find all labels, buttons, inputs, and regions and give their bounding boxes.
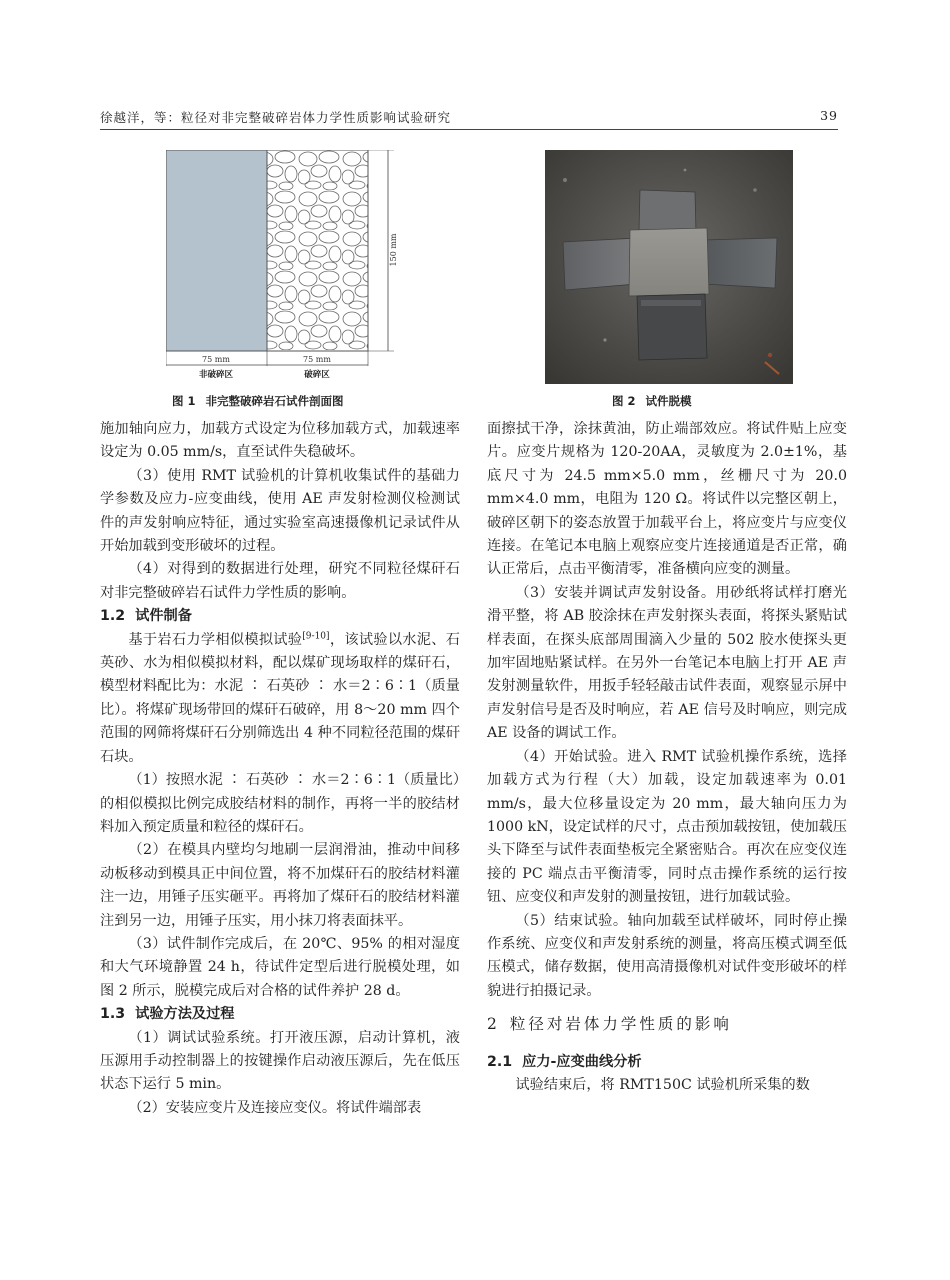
citation: [9-10] — [302, 630, 330, 641]
paragraph: （2）安装应变片及连接应变仪。将试件端部表 — [128, 1099, 422, 1116]
paragraph: 面擦拭干净，涂抹黄油，防止端部效应。将试件贴上应变片。应变片规格为 120-20AA，灵敏度为 2.0±1%，基底尺寸为 24.5 mm×5.0 mm，丝栅尺寸为 20.0 mm×4.0 mm，电阻为 120 Ω。将试件以完整区朝上，破碎区朝下的姿态放置于加载平台上，将应变片与应变仪连接。在笔记本电脑上观察应变片连接通道是否正常，确认正常后，点击平衡清零，准备横向应变的测量。 — [487, 421, 847, 578]
left-width-label: 75 mm — [202, 355, 230, 364]
figure-1-caption — [172, 393, 344, 409]
paragraph: 施加轴向应力，加载方式设定为位移加载方式，加载速率设定为 0.05 mm/s，直至试件失稳破坏。 — [100, 421, 460, 461]
section-title: 试验方法及过程 — [135, 1006, 235, 1023]
section-number: 2.1 — [487, 1053, 513, 1070]
paragraph: （4）开始试验。进入 RMT 试验机操作系统，选择加载方式为行程（大）加载，设定加载速率为 0.01 mm/s，最大位移量设定为 20 mm，最大轴向压力为 1000 kN，设定试样的尺寸，点击预加载按钮，使加载压头下降至与试件表面垫板完全紧密贴合。再次在应变仪连接的 PC 端点击平衡清零，同时点击操作系统的运行按钮、应变仪和声发射的测量按钮，进行加载试验。 — [487, 748, 847, 906]
running-header — [100, 108, 838, 128]
paragraph — [100, 629, 460, 769]
section-number: 2 — [487, 1015, 500, 1034]
section-heading-2 — [487, 1013, 847, 1036]
figure-2-photo — [545, 150, 793, 384]
center-specimen-block — [629, 228, 709, 296]
figure-2 — [545, 150, 793, 384]
paragraph: （3）使用 RMT 试验机的计算机收集试件的基础力学参数及应力-应变曲线，使用 AE 声发射检测仪检测试件的声发射响应特征，通过实验室高速摄像机记录试件从开始加载到变形破坏的过程。 — [100, 467, 460, 555]
height-dimension-label: 150 mm — [389, 233, 398, 267]
paragraph: （3）试件制作完成后，在 20℃、95% 的相对湿度和大气环境静置 24 h，待试件定型后进行脱模处理，如图 2 所示，脱模完成后对合格的试件养护 28 d。 — [100, 935, 460, 999]
left-column — [100, 418, 460, 1120]
figure-1-caption-number: 图 1 — [172, 394, 196, 408]
section-heading-1-3 — [100, 1003, 460, 1026]
paragraph-text: ，该试验以水泥、石英砂、水为相似模拟材料，配以煤矿现场取样的煤矸石，模型材料配比为：水泥 ∶ 石英砂 ∶ 水＝2∶6∶1（质量比）。将煤矿现场带回的煤矸石破碎，用 8～20 mm 四个范围的网筛将煤矸石分别筛选出 4 种不同粒径范围的煤矸石块。 — [100, 631, 460, 765]
paragraph: （1）按照水泥 ∶ 石英砂 ∶ 水＝2∶6∶1（质量比）的相似模拟比例完成胶结材料的制作，再将一半的胶结材料加入预定质量和粒径的煤矸石。 — [100, 772, 460, 835]
fractured-zone-label: 破碎区 — [304, 370, 330, 380]
right-width-label: 75 mm — [303, 355, 331, 364]
page-number: 39 — [820, 108, 838, 123]
section-title: 粒径对岩体力学性质的影响 — [509, 1015, 732, 1034]
header-rule — [100, 129, 838, 130]
figure-1 — [166, 150, 406, 384]
paragraph: （1）调试试验系统。打开液压源，启动计算机，液压源用手动控制器上的按键操作启动液压源后，先在低压状态下运行 5 min。 — [100, 1029, 460, 1093]
paragraph: 试验结束后，将 RMT150C 试验机所采集的数 — [515, 1076, 810, 1093]
paragraph-text: 基于岩石力学相似模拟试验 — [128, 631, 303, 648]
section-number: 1.3 — [100, 1006, 126, 1023]
intact-zone-block — [166, 150, 267, 351]
section-title: 试件制备 — [135, 608, 192, 625]
figure-1-caption-text: 非完整破碎岩石试件剖面图 — [205, 394, 344, 408]
section-heading-2-1 — [487, 1051, 847, 1074]
paragraph: （5）结束试验。轴向加载至试样破坏，同时停止操作系统、应变仪和声发射系统的测量，将高压模式调至低压模式，储存数据，使用高清摄像机对试件变形破坏的样貌进行拍摄记录。 — [487, 912, 847, 999]
figure-2-caption — [612, 393, 692, 409]
section-title: 应力-应变曲线分析 — [522, 1053, 642, 1070]
fractured-zone-block — [267, 150, 368, 351]
section-heading-1-2 — [100, 605, 460, 628]
section-number: 1.2 — [100, 608, 126, 625]
figure-2-caption-number: 图 2 — [612, 394, 636, 408]
figure-2-caption-text: 试件脱模 — [645, 394, 692, 408]
top-specimen-block — [639, 190, 696, 232]
intact-zone-label: 非破碎区 — [198, 370, 234, 380]
paragraph: （3）安装并调试声发射设备。用砂纸将试样打磨光滑平整，将 AB 胶涂抹在声发射探头表面，将探头紧贴试样表面，在探头底部周围滴入少量的 502 胶水使探头更加牢固地贴紧试样。在另外一台笔记本电脑上打开 AE 声发射测量软件，用扳手轻轻敲击试件表面，观察显示屏中声发射信号是否及时响应，若 AE 信号及时响应，则完成 AE 设备的调试工作。 — [487, 584, 847, 742]
right-column — [487, 418, 847, 1097]
running-header-title: 徐越洋，等：粒径对非完整破碎岩体力学性质影响试验研究 — [100, 110, 452, 125]
left-specimen-block — [563, 238, 637, 290]
paragraph: （2）在模具内壁均匀地刷一层润滑油，推动中间移动板移动到模具正中间位置，将不加煤矸石的胶结材料灌注一边，用锤子压实砸平。再将加了煤矸石的胶结材料灌注到另一边，用锤子压实，用小抹刀将表面抹平。 — [100, 842, 460, 929]
right-specimen-block — [703, 238, 777, 288]
paragraph: （4）对得到的数据进行处理，研究不同粒径煤矸石对非完整破碎岩石试件力学性质的影响。 — [100, 561, 460, 601]
figure-1-diagram — [166, 150, 406, 384]
